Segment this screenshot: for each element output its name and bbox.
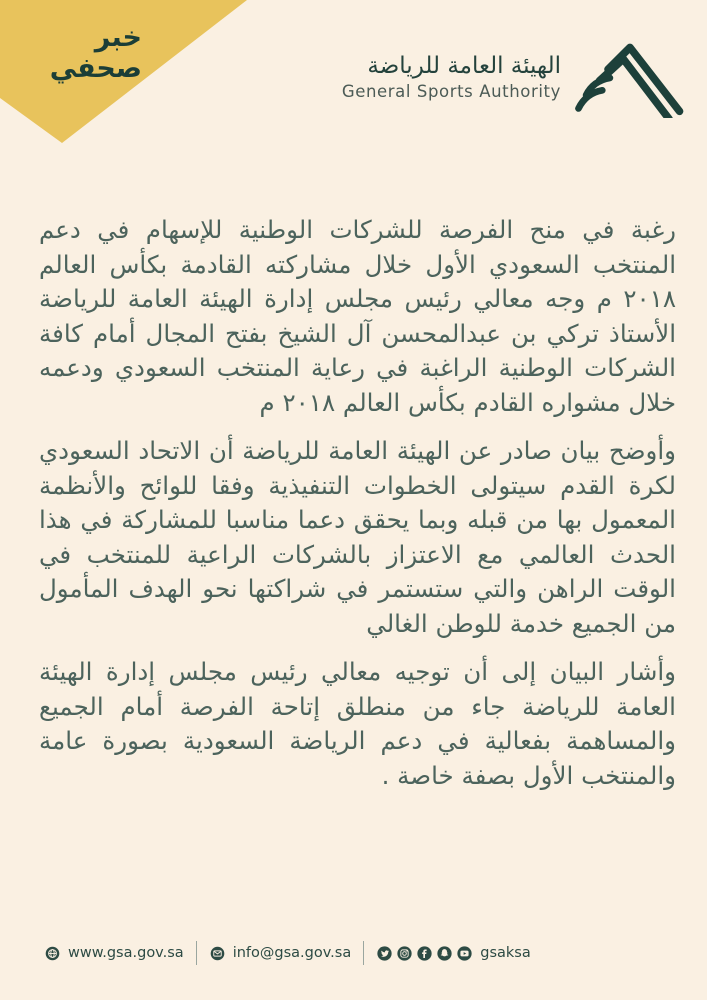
- ribbon-line1: خبر: [94, 22, 142, 53]
- logo-text-block: [342, 51, 561, 103]
- ribbon-line2: صحفي: [49, 53, 142, 84]
- footer-divider: [196, 941, 197, 965]
- youtube-icon[interactable]: [456, 945, 473, 962]
- twitter-icon[interactable]: [376, 945, 393, 962]
- gsa-logo-icon: [573, 36, 685, 118]
- email-icon: [209, 945, 226, 962]
- paragraph-2: وأوضح بيان صادر عن الهيئة العامة للرياضة أن الاتحاد السعودي لكرة القدم سيتولى الخطوات التنفيذية وفقا للوائح والأنظمة المعمول بها من قبله وبما يحقق دعما مناسبا للمشاركة في هذا الحدث العالمي مع الاعتزاز بالشركات الراعية للمنتخب في الوقت الراهن والتي ستستمر في شراكتها نحو الهدف المأمول من الجميع خدمة للوطن الغالي: [39, 436, 676, 638]
- social-handle: gsaksa: [480, 945, 531, 961]
- instagram-icon[interactable]: [396, 945, 413, 962]
- website-link[interactable]: www.gsa.gov.sa: [68, 945, 184, 961]
- paragraph-1: رغبة في منح الفرصة للشركات الوطنية للإسهام في دعم المنتخب السعودي الأول خلال مشاركته القادمة بكأس العالم ٢٠١٨ م وجه معالي رئيس مجلس إدارة الهيئة العامة للرياضة الأستاذ تركي بن عبدالمحسن آل الشيخ بفتح المجال أمام كافة الشركات الوطنية الراغبة في رعاية المنتخب السعودي ودعمه خلال مشواره القادم بكأس العالم ٢٠١٨ م: [39, 215, 676, 417]
- globe-icon: [44, 945, 61, 962]
- paragraph-3: وأشار البيان إلى أن توجيه معالي رئيس مجلس إدارة الهيئة العامة للرياضة جاء من منطلق إتاحة الفرصة أمام الجميع والمساهمة بفعالية في دعم الرياضة السعودية بصورة عامة والمنتخب الأول بصفة خاصة .: [39, 657, 676, 790]
- ribbon-label: [0, 22, 142, 84]
- logo-title-arabic: الهيئة العامة للرياضة: [367, 53, 561, 79]
- footer-divider: [363, 941, 364, 965]
- logo-title-english: General Sports Authority: [341, 82, 561, 101]
- facebook-icon[interactable]: [416, 945, 433, 962]
- logo-header: [342, 36, 685, 118]
- social-icons-group: [376, 945, 473, 962]
- press-release-body: [39, 213, 676, 793]
- footer-contact-bar: [44, 942, 531, 964]
- email-link[interactable]: info@gsa.gov.sa: [232, 945, 352, 961]
- snapchat-icon[interactable]: [436, 945, 453, 962]
